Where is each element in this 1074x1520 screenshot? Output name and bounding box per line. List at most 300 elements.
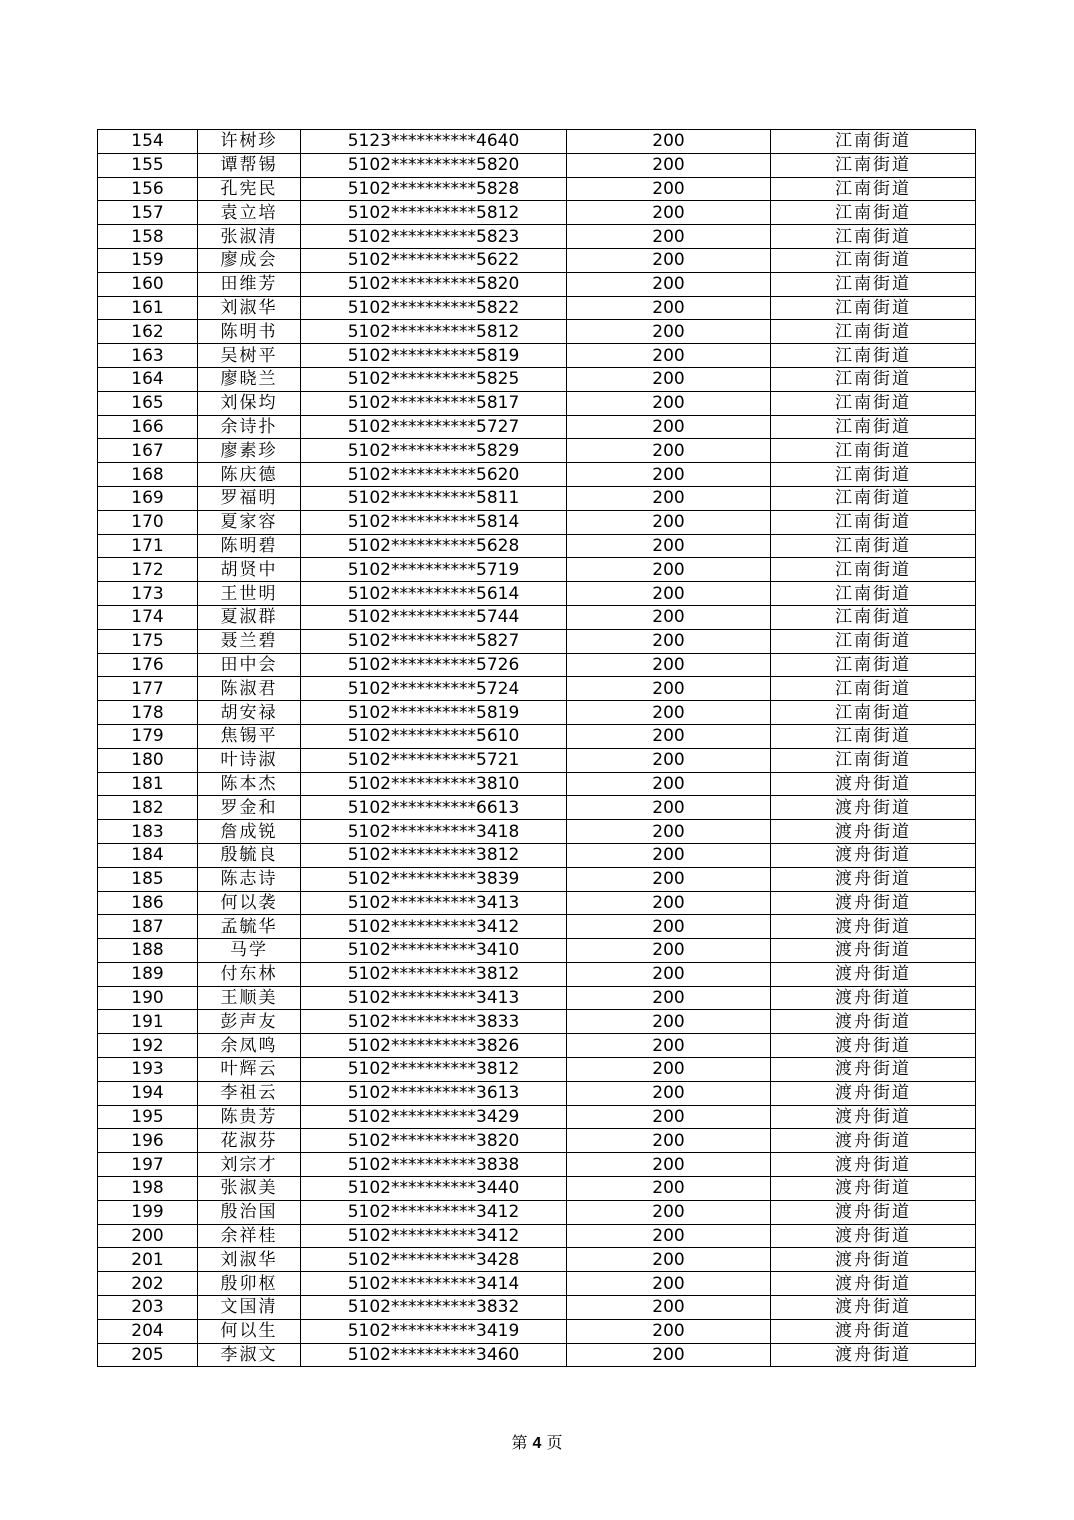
table-row — [98, 344, 976, 368]
street-cell: 江南街道 — [771, 463, 976, 487]
id-number-cell: 5102**********3820 — [301, 1129, 567, 1153]
table-row — [98, 415, 976, 439]
table-row — [98, 962, 976, 986]
row-number-cell: 166 — [98, 415, 198, 439]
id-number-cell: 5102**********3613 — [301, 1081, 567, 1105]
amount-cell: 200 — [567, 1319, 771, 1343]
id-number-cell: 5102**********5610 — [301, 724, 567, 748]
street-cell: 江南街道 — [771, 629, 976, 653]
amount-cell: 200 — [567, 1296, 771, 1320]
row-number-cell: 202 — [98, 1272, 198, 1296]
amount-cell: 200 — [567, 439, 771, 463]
street-cell: 江南街道 — [771, 367, 976, 391]
street-cell: 渡舟街道 — [771, 962, 976, 986]
street-cell: 江南街道 — [771, 677, 976, 701]
amount-cell: 200 — [567, 1224, 771, 1248]
name-cell: 殷毓良 — [198, 843, 301, 867]
table-row — [98, 439, 976, 463]
amount-cell: 200 — [567, 486, 771, 510]
name-cell: 廖成会 — [198, 248, 301, 272]
street-cell: 渡舟街道 — [771, 1296, 976, 1320]
amount-cell: 200 — [567, 153, 771, 177]
amount-cell: 200 — [567, 367, 771, 391]
street-cell: 江南街道 — [771, 582, 976, 606]
amount-cell: 200 — [567, 772, 771, 796]
row-number-cell: 201 — [98, 1248, 198, 1272]
street-cell: 江南街道 — [771, 486, 976, 510]
name-cell: 胡安禄 — [198, 701, 301, 725]
id-number-cell: 5102**********5823 — [301, 225, 567, 249]
table-row — [98, 486, 976, 510]
id-number-cell: 5102**********5727 — [301, 415, 567, 439]
id-number-cell: 5102**********5812 — [301, 201, 567, 225]
street-cell: 江南街道 — [771, 605, 976, 629]
amount-cell: 200 — [567, 320, 771, 344]
table-row — [98, 820, 976, 844]
name-cell: 殷治国 — [198, 1200, 301, 1224]
id-number-cell: 5102**********3413 — [301, 986, 567, 1010]
table-row — [98, 748, 976, 772]
amount-cell: 200 — [567, 1153, 771, 1177]
street-cell: 渡舟街道 — [771, 1153, 976, 1177]
roster-table — [97, 129, 976, 1367]
id-number-cell: 5102**********5812 — [301, 320, 567, 344]
row-number-cell: 196 — [98, 1129, 198, 1153]
table-row — [98, 677, 976, 701]
row-number-cell: 199 — [98, 1200, 198, 1224]
id-number-cell: 5102**********3412 — [301, 1224, 567, 1248]
id-number-cell: 5102**********5811 — [301, 486, 567, 510]
name-cell: 陈淑君 — [198, 677, 301, 701]
name-cell: 刘保均 — [198, 391, 301, 415]
row-number-cell: 180 — [98, 748, 198, 772]
id-number-cell: 5102**********3440 — [301, 1177, 567, 1201]
row-number-cell: 186 — [98, 891, 198, 915]
amount-cell: 200 — [567, 891, 771, 915]
table-row — [98, 248, 976, 272]
name-cell: 陈志诗 — [198, 867, 301, 891]
name-cell: 张淑美 — [198, 1177, 301, 1201]
table-row — [98, 653, 976, 677]
street-cell: 渡舟街道 — [771, 1034, 976, 1058]
street-cell: 渡舟街道 — [771, 1343, 976, 1367]
row-number-cell: 156 — [98, 177, 198, 201]
table-row — [98, 1272, 976, 1296]
amount-cell: 200 — [567, 605, 771, 629]
street-cell: 江南街道 — [771, 701, 976, 725]
amount-cell: 200 — [567, 272, 771, 296]
amount-cell: 200 — [567, 1177, 771, 1201]
id-number-cell: 5102**********5817 — [301, 391, 567, 415]
table-row — [98, 177, 976, 201]
row-number-cell: 184 — [98, 843, 198, 867]
amount-cell: 200 — [567, 843, 771, 867]
id-number-cell: 5102**********3418 — [301, 820, 567, 844]
amount-cell: 200 — [567, 867, 771, 891]
page-footer — [0, 1430, 1074, 1453]
id-number-cell: 5102**********3429 — [301, 1105, 567, 1129]
id-number-cell: 5102**********6613 — [301, 796, 567, 820]
street-cell: 渡舟街道 — [771, 891, 976, 915]
name-cell: 陈庆德 — [198, 463, 301, 487]
id-number-cell: 5102**********5825 — [301, 367, 567, 391]
id-number-cell: 5102**********5719 — [301, 558, 567, 582]
table-row — [98, 1034, 976, 1058]
name-cell: 何以袭 — [198, 891, 301, 915]
id-number-cell: 5102**********5819 — [301, 701, 567, 725]
amount-cell: 200 — [567, 463, 771, 487]
street-cell: 渡舟街道 — [771, 1177, 976, 1201]
roster-table-body — [98, 130, 976, 1367]
amount-cell: 200 — [567, 724, 771, 748]
name-cell: 谭帮锡 — [198, 153, 301, 177]
street-cell: 江南街道 — [771, 225, 976, 249]
row-number-cell: 168 — [98, 463, 198, 487]
amount-cell: 200 — [567, 225, 771, 249]
street-cell: 江南街道 — [771, 153, 976, 177]
name-cell: 李祖云 — [198, 1081, 301, 1105]
name-cell: 夏家容 — [198, 510, 301, 534]
id-number-cell: 5102**********5820 — [301, 153, 567, 177]
id-number-cell: 5123**********4640 — [301, 130, 567, 154]
id-number-cell: 5102**********3412 — [301, 915, 567, 939]
street-cell: 渡舟街道 — [771, 867, 976, 891]
row-number-cell: 155 — [98, 153, 198, 177]
row-number-cell: 182 — [98, 796, 198, 820]
row-number-cell: 179 — [98, 724, 198, 748]
table-row — [98, 1081, 976, 1105]
row-number-cell: 187 — [98, 915, 198, 939]
row-number-cell: 181 — [98, 772, 198, 796]
amount-cell: 200 — [567, 201, 771, 225]
table-row — [98, 867, 976, 891]
row-number-cell: 158 — [98, 225, 198, 249]
id-number-cell: 5102**********3419 — [301, 1319, 567, 1343]
street-cell: 江南街道 — [771, 653, 976, 677]
table-row — [98, 915, 976, 939]
table-row — [98, 1224, 976, 1248]
table-row — [98, 558, 976, 582]
row-number-cell: 170 — [98, 510, 198, 534]
street-cell: 江南街道 — [771, 248, 976, 272]
amount-cell: 200 — [567, 415, 771, 439]
amount-cell: 200 — [567, 915, 771, 939]
street-cell: 渡舟街道 — [771, 1248, 976, 1272]
amount-cell: 200 — [567, 344, 771, 368]
street-cell: 渡舟街道 — [771, 1010, 976, 1034]
amount-cell: 200 — [567, 820, 771, 844]
street-cell: 渡舟街道 — [771, 1224, 976, 1248]
amount-cell: 200 — [567, 1010, 771, 1034]
table-row — [98, 1296, 976, 1320]
table-row — [98, 320, 976, 344]
name-cell: 彭声友 — [198, 1010, 301, 1034]
id-number-cell: 5102**********5721 — [301, 748, 567, 772]
row-number-cell: 188 — [98, 939, 198, 963]
street-cell: 渡舟街道 — [771, 1081, 976, 1105]
page-number: 4 — [532, 1435, 542, 1452]
street-cell: 江南街道 — [771, 534, 976, 558]
table-row — [98, 1105, 976, 1129]
row-number-cell: 165 — [98, 391, 198, 415]
amount-cell: 200 — [567, 701, 771, 725]
street-cell: 渡舟街道 — [771, 772, 976, 796]
row-number-cell: 173 — [98, 582, 198, 606]
page-label-prefix: 第 — [511, 1433, 528, 1452]
table-row — [98, 843, 976, 867]
name-cell: 廖晓兰 — [198, 367, 301, 391]
street-cell: 江南街道 — [771, 177, 976, 201]
street-cell: 江南街道 — [771, 320, 976, 344]
id-number-cell: 5102**********3826 — [301, 1034, 567, 1058]
page-label-suffix: 页 — [546, 1433, 563, 1452]
id-number-cell: 5102**********3838 — [301, 1153, 567, 1177]
name-cell: 付东林 — [198, 962, 301, 986]
id-number-cell: 5102**********5828 — [301, 177, 567, 201]
row-number-cell: 161 — [98, 296, 198, 320]
name-cell: 胡贤中 — [198, 558, 301, 582]
amount-cell: 200 — [567, 1034, 771, 1058]
table-row — [98, 534, 976, 558]
table-row — [98, 1248, 976, 1272]
id-number-cell: 5102**********5622 — [301, 248, 567, 272]
amount-cell: 200 — [567, 582, 771, 606]
row-number-cell: 197 — [98, 1153, 198, 1177]
id-number-cell: 5102**********3839 — [301, 867, 567, 891]
name-cell: 詹成锐 — [198, 820, 301, 844]
name-cell: 刘淑华 — [198, 1248, 301, 1272]
street-cell: 江南街道 — [771, 391, 976, 415]
table-row — [98, 1343, 976, 1367]
table-row — [98, 463, 976, 487]
table-row — [98, 296, 976, 320]
id-number-cell: 5102**********3832 — [301, 1296, 567, 1320]
row-number-cell: 171 — [98, 534, 198, 558]
id-number-cell: 5102**********5829 — [301, 439, 567, 463]
amount-cell: 200 — [567, 1343, 771, 1367]
amount-cell: 200 — [567, 534, 771, 558]
street-cell: 江南街道 — [771, 201, 976, 225]
row-number-cell: 164 — [98, 367, 198, 391]
street-cell: 江南街道 — [771, 415, 976, 439]
amount-cell: 200 — [567, 629, 771, 653]
id-number-cell: 5102**********5614 — [301, 582, 567, 606]
name-cell: 殷卯枢 — [198, 1272, 301, 1296]
id-number-cell: 5102**********5820 — [301, 272, 567, 296]
row-number-cell: 200 — [98, 1224, 198, 1248]
id-number-cell: 5102**********3812 — [301, 843, 567, 867]
row-number-cell: 157 — [98, 201, 198, 225]
row-number-cell: 192 — [98, 1034, 198, 1058]
row-number-cell: 167 — [98, 439, 198, 463]
table-row — [98, 796, 976, 820]
table-row — [98, 701, 976, 725]
row-number-cell: 190 — [98, 986, 198, 1010]
amount-cell: 200 — [567, 1272, 771, 1296]
row-number-cell: 172 — [98, 558, 198, 582]
table-row — [98, 201, 976, 225]
amount-cell: 200 — [567, 796, 771, 820]
amount-cell: 200 — [567, 510, 771, 534]
street-cell: 渡舟街道 — [771, 1129, 976, 1153]
row-number-cell: 163 — [98, 344, 198, 368]
row-number-cell: 205 — [98, 1343, 198, 1367]
table-row — [98, 986, 976, 1010]
amount-cell: 200 — [567, 130, 771, 154]
name-cell: 陈明书 — [198, 320, 301, 344]
table-row — [98, 1010, 976, 1034]
amount-cell: 200 — [567, 748, 771, 772]
table-row — [98, 272, 976, 296]
id-number-cell: 5102**********3833 — [301, 1010, 567, 1034]
name-cell: 余凤鸣 — [198, 1034, 301, 1058]
name-cell: 陈本杰 — [198, 772, 301, 796]
row-number-cell: 198 — [98, 1177, 198, 1201]
row-number-cell: 183 — [98, 820, 198, 844]
amount-cell: 200 — [567, 1081, 771, 1105]
row-number-cell: 177 — [98, 677, 198, 701]
name-cell: 文国清 — [198, 1296, 301, 1320]
name-cell: 田维芳 — [198, 272, 301, 296]
amount-cell: 200 — [567, 1129, 771, 1153]
table-row — [98, 130, 976, 154]
row-number-cell: 193 — [98, 1058, 198, 1082]
name-cell: 陈贵芳 — [198, 1105, 301, 1129]
row-number-cell: 175 — [98, 629, 198, 653]
name-cell: 刘淑华 — [198, 296, 301, 320]
table-row — [98, 582, 976, 606]
name-cell: 余祥桂 — [198, 1224, 301, 1248]
street-cell: 渡舟街道 — [771, 1319, 976, 1343]
amount-cell: 200 — [567, 939, 771, 963]
name-cell: 夏淑群 — [198, 605, 301, 629]
id-number-cell: 5102**********5814 — [301, 510, 567, 534]
table-row — [98, 1319, 976, 1343]
name-cell: 罗福明 — [198, 486, 301, 510]
id-number-cell: 5102**********5744 — [301, 605, 567, 629]
street-cell: 江南街道 — [771, 296, 976, 320]
row-number-cell: 195 — [98, 1105, 198, 1129]
street-cell: 江南街道 — [771, 558, 976, 582]
street-cell: 渡舟街道 — [771, 986, 976, 1010]
table-row — [98, 1058, 976, 1082]
id-number-cell: 5102**********3412 — [301, 1200, 567, 1224]
id-number-cell: 5102**********5724 — [301, 677, 567, 701]
id-number-cell: 5102**********3414 — [301, 1272, 567, 1296]
row-number-cell: 191 — [98, 1010, 198, 1034]
street-cell: 渡舟街道 — [771, 939, 976, 963]
street-cell: 渡舟街道 — [771, 843, 976, 867]
street-cell: 渡舟街道 — [771, 915, 976, 939]
id-number-cell: 5102**********3812 — [301, 962, 567, 986]
id-number-cell: 5102**********5819 — [301, 344, 567, 368]
name-cell: 马学 — [198, 939, 301, 963]
table-row — [98, 724, 976, 748]
name-cell: 孔宪民 — [198, 177, 301, 201]
name-cell: 吴树平 — [198, 344, 301, 368]
name-cell: 袁立培 — [198, 201, 301, 225]
row-number-cell: 194 — [98, 1081, 198, 1105]
id-number-cell: 5102**********3413 — [301, 891, 567, 915]
name-cell: 李淑文 — [198, 1343, 301, 1367]
table-row — [98, 629, 976, 653]
id-number-cell: 5102**********5827 — [301, 629, 567, 653]
amount-cell: 200 — [567, 962, 771, 986]
row-number-cell: 204 — [98, 1319, 198, 1343]
name-cell: 王顺美 — [198, 986, 301, 1010]
name-cell: 叶诗淑 — [198, 748, 301, 772]
table-row — [98, 1200, 976, 1224]
id-number-cell: 5102**********5822 — [301, 296, 567, 320]
row-number-cell: 159 — [98, 248, 198, 272]
row-number-cell: 162 — [98, 320, 198, 344]
row-number-cell: 154 — [98, 130, 198, 154]
id-number-cell: 5102**********3460 — [301, 1343, 567, 1367]
row-number-cell: 189 — [98, 962, 198, 986]
name-cell: 花淑芬 — [198, 1129, 301, 1153]
street-cell: 江南街道 — [771, 748, 976, 772]
table-row — [98, 772, 976, 796]
street-cell: 江南街道 — [771, 130, 976, 154]
table-row — [98, 1153, 976, 1177]
name-cell: 廖素珍 — [198, 439, 301, 463]
table-row — [98, 939, 976, 963]
street-cell: 江南街道 — [771, 724, 976, 748]
street-cell: 江南街道 — [771, 510, 976, 534]
name-cell: 孟毓华 — [198, 915, 301, 939]
table-row — [98, 367, 976, 391]
row-number-cell: 185 — [98, 867, 198, 891]
name-cell: 王世明 — [198, 582, 301, 606]
table-row — [98, 1177, 976, 1201]
amount-cell: 200 — [567, 296, 771, 320]
amount-cell: 200 — [567, 391, 771, 415]
table-row — [98, 510, 976, 534]
row-number-cell: 160 — [98, 272, 198, 296]
table-row — [98, 605, 976, 629]
amount-cell: 200 — [567, 1058, 771, 1082]
id-number-cell: 5102**********5620 — [301, 463, 567, 487]
street-cell: 渡舟街道 — [771, 1200, 976, 1224]
name-cell: 陈明碧 — [198, 534, 301, 558]
street-cell: 江南街道 — [771, 439, 976, 463]
amount-cell: 200 — [567, 177, 771, 201]
amount-cell: 200 — [567, 558, 771, 582]
name-cell: 许树珍 — [198, 130, 301, 154]
name-cell: 焦锡平 — [198, 724, 301, 748]
id-number-cell: 5102**********5726 — [301, 653, 567, 677]
name-cell: 叶辉云 — [198, 1058, 301, 1082]
street-cell: 江南街道 — [771, 272, 976, 296]
row-number-cell: 174 — [98, 605, 198, 629]
amount-cell: 200 — [567, 653, 771, 677]
amount-cell: 200 — [567, 677, 771, 701]
street-cell: 渡舟街道 — [771, 1105, 976, 1129]
table-row — [98, 153, 976, 177]
name-cell: 张淑清 — [198, 225, 301, 249]
id-number-cell: 5102**********5628 — [301, 534, 567, 558]
street-cell: 江南街道 — [771, 344, 976, 368]
name-cell: 聂兰碧 — [198, 629, 301, 653]
street-cell: 渡舟街道 — [771, 1272, 976, 1296]
table-row — [98, 891, 976, 915]
amount-cell: 200 — [567, 1248, 771, 1272]
row-number-cell: 178 — [98, 701, 198, 725]
name-cell: 田中会 — [198, 653, 301, 677]
amount-cell: 200 — [567, 1200, 771, 1224]
amount-cell: 200 — [567, 248, 771, 272]
row-number-cell: 203 — [98, 1296, 198, 1320]
